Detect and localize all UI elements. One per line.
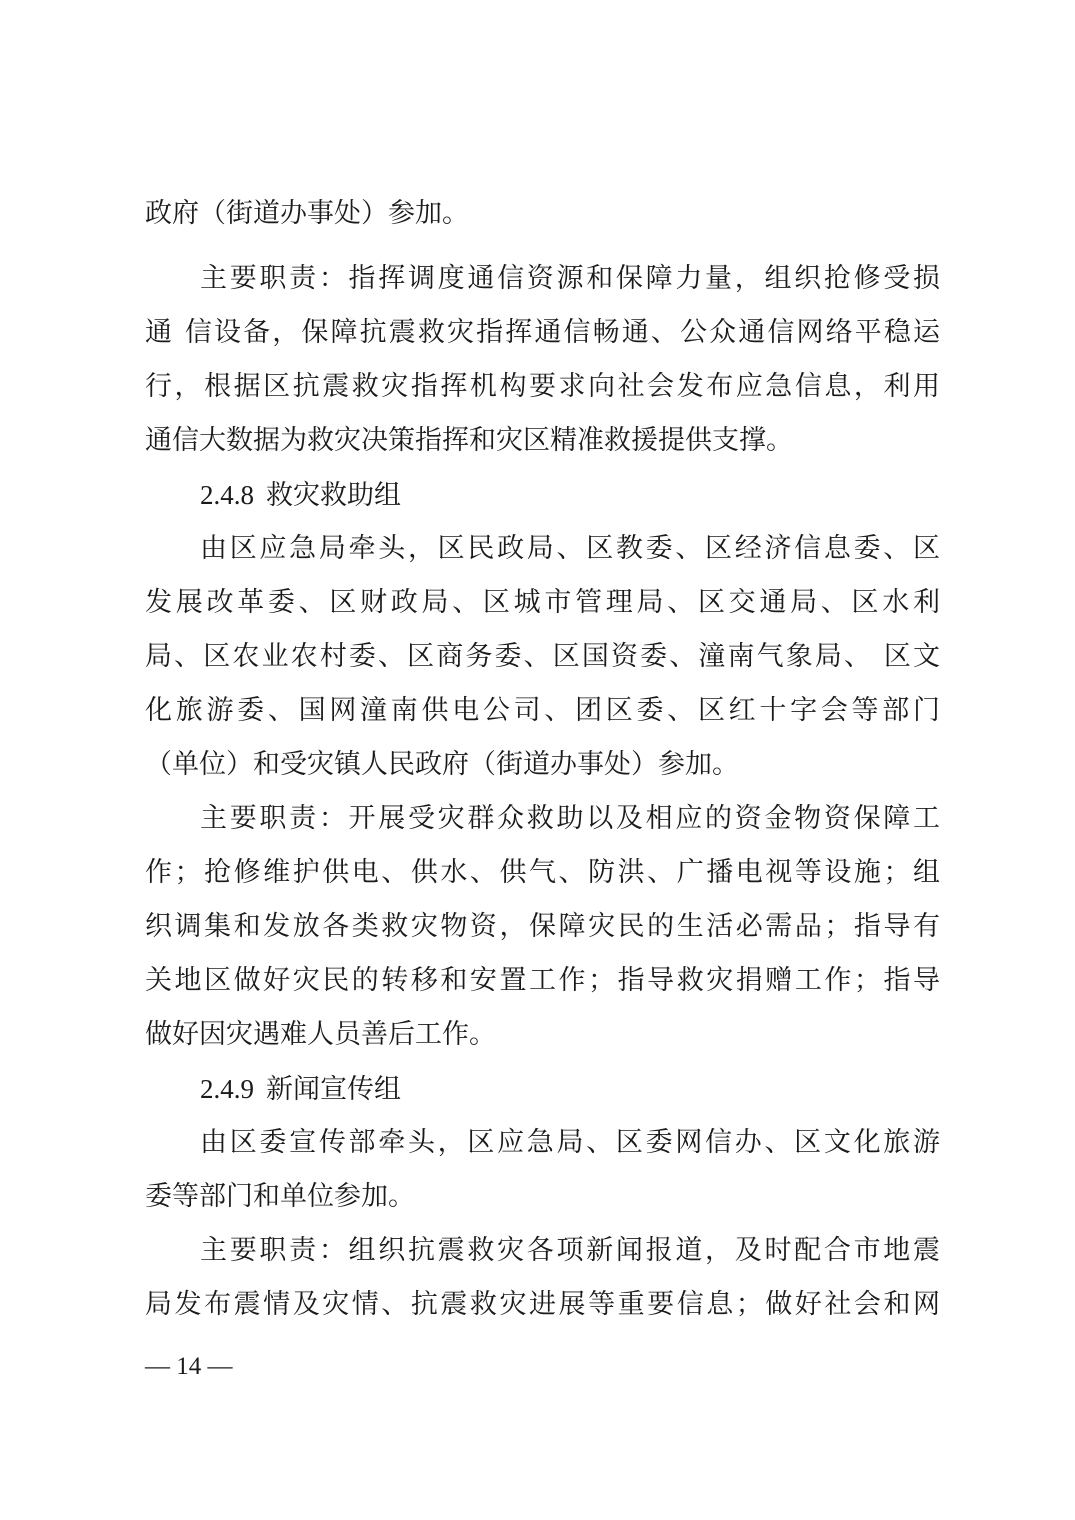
- section-heading-2-4-9: [200, 1071, 940, 1107]
- paragraph-line: （单位）和受灾镇人民政府（街道办事处）参加。: [145, 749, 739, 780]
- paragraph-line: 委等部门和单位参加。: [145, 1181, 415, 1212]
- page-number: — 14 —: [145, 1353, 233, 1380]
- section-title: 救灾救助组: [266, 480, 401, 511]
- paragraph-line: 做好因灾遇难人员善后工作。: [145, 1019, 496, 1050]
- paragraph-line: 发展改革委、区财政局、区城市管理局、区交通局、区水利: [145, 587, 940, 618]
- paragraph-line: 织调集和发放各类救灾物资，保障灾民的生活必需品；指导有: [145, 911, 940, 942]
- paragraph-line: 主要职责：指挥调度通信资源和保障力量，组织抢修受损: [200, 263, 940, 294]
- section-title: 新闻宣传组: [266, 1074, 401, 1105]
- section-number: 2.4.8: [200, 480, 254, 510]
- paragraph-line: 主要职责：组织抗震救灾各项新闻报道，及时配合市地震: [200, 1235, 940, 1266]
- section-heading-2-4-8: [200, 477, 940, 513]
- paragraph-line: 政府（街道办事处）参加。: [145, 198, 469, 229]
- paragraph-line: 通信大数据为救灾决策指挥和灾区精准救援提供支撑。: [145, 425, 793, 456]
- paragraph-line: 由区应急局牵头，区民政局、区教委、区经济信息委、区: [200, 533, 940, 564]
- paragraph-line: 局发布震情及灾情、抗震救灾进展等重要信息；做好社会和网: [145, 1289, 940, 1320]
- paragraph-line: 主要职责：开展受灾群众救助以及相应的资金物资保障工: [200, 803, 940, 834]
- paragraph-line: 行，根据区抗震救灾指挥机构要求向社会发布应急信息，利用: [145, 371, 940, 402]
- paragraph-line: 通 信设备，保障抗震救灾指挥通信畅通、公众通信网络平稳运: [145, 317, 940, 348]
- paragraph-line: 由区委宣传部牵头，区应急局、区委网信办、区文化旅游: [200, 1127, 940, 1158]
- section-number: 2.4.9: [200, 1074, 254, 1104]
- paragraph-line: 局、区农业农村委、区商务委、区国资委、潼南气象局、 区文: [145, 641, 940, 672]
- paragraph-line: 化旅游委、国网潼南供电公司、团区委、区红十字会等部门: [145, 695, 940, 726]
- paragraph-line: 作；抢修维护供电、供水、供气、防洪、广播电视等设施；组: [145, 857, 940, 888]
- paragraph-line: 关地区做好灾民的转移和安置工作；指导救灾捐赠工作；指导: [145, 965, 940, 996]
